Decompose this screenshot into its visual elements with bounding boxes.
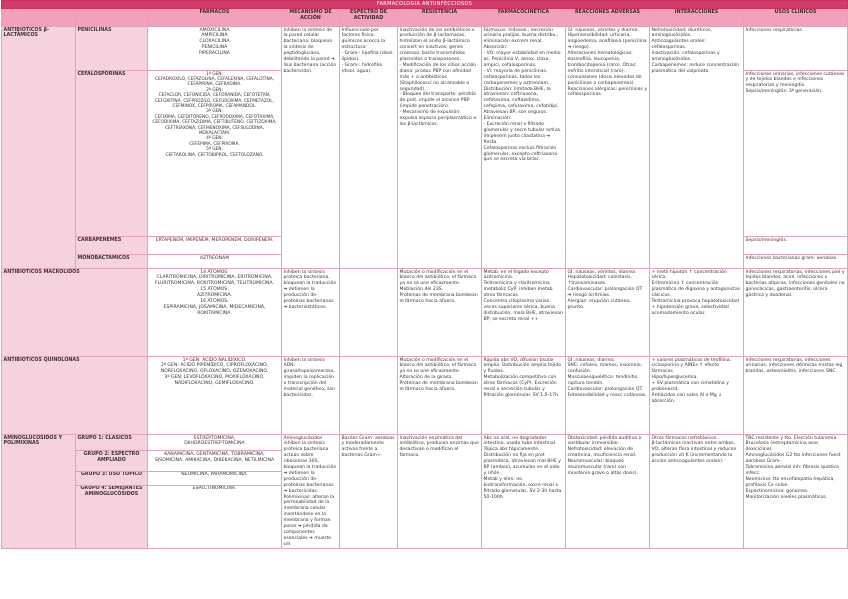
cell-usos: Sepsis/meningitis. bbox=[744, 237, 848, 255]
cell-mecanismo: Aminoglucósidos inhiben la síntesis proteica bacteriana actúan sobre ribosomas 30S, bloquean la traducción ➔ detienen la producción de proteínas bacterianas ➔ bactericidas. Polimixinas: alteran la permeabilidad de la membrana celular insertándose en la membrana y forman poros ➔ pérdida de componentes esenciales ➔ muerte cel. bbox=[282, 435, 340, 549]
header-blank bbox=[76, 9, 148, 27]
header-row bbox=[2, 9, 848, 27]
cell-espectro: Bacilos Gram- aerobios y moderadamente activos frente a bacterias Gram+. bbox=[340, 435, 398, 549]
cell-adversas: GI: náuseas, diarrea. SNC: cefalea, mareos, insomnio, confusión. Musculoesquelético: tendinitis, ruptura tendón. Cardiovascular: prolongación QT. Fotosensibilidad y reacc cutáneas. bbox=[566, 357, 650, 435]
group-betalactam: ANTIBIÓTICOS β-LACTÁMICOS bbox=[2, 27, 76, 269]
cell-farmacocinetica: Fármacos: hidrosol., excreción urinaria prolijas, buena distribu., eliminación excrem renal. Absorción: - VO: mayor estabilidad en medio ac. Penicilina V, amox, cloxa, ampici, cefalosporinas. - Vi: mayoría de penicilinas, cefalosporinas, todos los carbapenemes y aztreonam. Distribución: limitada BHE, la atraviesan: ceftriaxona, cefotaxima, ceftazidima, cefepima, cefuroxima, cefotidipi. Atraviesan BP, son seguros. Eliminación: - Excreción renal x filtrado glomerular y secre tubular activa. Imipenem junto cilastatina ➔ fiesta. Cefalosporinas excluis filtración glomerular, excepto ceftriaxona que se excreta vía biliar. bbox=[482, 27, 566, 269]
header-blank bbox=[2, 9, 76, 27]
cell-farmacos: NEOMICINA, PARAMOMICINA. bbox=[148, 471, 282, 485]
pharmacology-table bbox=[1, 0, 848, 549]
table-row bbox=[2, 435, 848, 451]
group-aminoglucosidos: AMINOGLUCÓSIDOS Y POLIMIXINAS bbox=[2, 435, 76, 549]
header-farmacocinetica: FARMACOCINÉTICA bbox=[482, 9, 566, 27]
cell-usos: Infecciones urinarias, infecciones cutáneas y de tejidos blandos e infecciones respiratorias y meningitis. Sepsis/meningitis: 3ª generación. bbox=[744, 71, 848, 237]
subgroup-grupo1: GRUPO 1: CLÁSICOS bbox=[76, 435, 148, 451]
cell-usos: Infecciones respiratorias, infecciones urinarias, infecciones dérmicas mixtas leg blandas, osteomielitis, infecciones SNC. bbox=[744, 357, 848, 435]
header-resistencia: RESISTENCIA bbox=[398, 9, 482, 27]
subgroup-penicilinas: PENICILINAS bbox=[76, 27, 148, 71]
header-farmacos: FÁRMACOS bbox=[148, 9, 282, 27]
cell-resistencia: Inactivación de los antibióticos x producción de β-lactamasas: hidrolizan el anillo β-lactámico convert en inactivos; genes cromosó. bacte transmitidos plasmídos o transposones. - Modificación de los sitios acción diana: produc PBP con afinidad más + a antibióticos (Staphilococci no alcanzable o seguridad). - Bloqueo del transporte: pérdida de prot. impide el alcance PBP (impide penetración). - Mecanismo de expulsión: expulsa espacio periplasmático a los β-lactámicos. bbox=[398, 27, 482, 269]
subgroup-cefalosporinas: CEFALOSPORINAS bbox=[76, 71, 148, 237]
table-row bbox=[2, 269, 848, 357]
header-usos: USOS CLÍNICOS bbox=[744, 9, 848, 27]
cell-usos: Infecciones bacterianas gram- aerobias. bbox=[744, 255, 848, 269]
table-row bbox=[2, 357, 848, 435]
subgroup-grupo2: GRUPO 2: ESPECTRO AMPLIADO bbox=[76, 451, 148, 471]
cell-farmacos: ESTREPTOMICINA, DIHIDROESTREPTOMICINA bbox=[148, 435, 282, 451]
cell-mecanismo: Inhiben la síntesis de la pared celular bacteriana: bloquean la síntesis de peptidoglucano, debilitando la pared ➔ lisis bacteriana (acción bactericida). bbox=[282, 27, 340, 269]
cell-resistencia: Mutación o modificación en el blanco del antibiótico, el fármaco ya no se une eficazmente. Alteración de la girasa. Proteínas de membrana bombean el fármaco hacia afuera. bbox=[398, 357, 482, 435]
cell-usos: Infecciones respiratorias. bbox=[744, 27, 848, 71]
cell-adversas: Ototoxicidad: pérdida auditiva o vestibular irreversible. Nefrotoxicidad: elevación de creatinina, insuficiencia renal. Neuromuscular: bloqueo neuromuscular (raro) con miastenia grave o altas dosis). bbox=[566, 435, 650, 549]
cell-farmacos: KANAMICINA, GENTAMICINA, TOBRAMICINA, SISOMICINA, AMIKACINA, DIBEKACINA, NETILMICINA bbox=[148, 451, 282, 471]
cell-resistencia: Inactivación enzimática del antibiótico, producen enzimas que desactivan o modifican el fármaco. bbox=[398, 435, 482, 549]
cell-farmacos: ERTAPENEM, IMIPENEM, MEROPENEM, DORIPENEM. bbox=[148, 237, 282, 255]
cell-resistencia: Mutación o modificación en el blanco del antibiótico, el fármaco ya no se une eficazmente. Metilación del 23S. Proteínas de membrana bombean el fármaco hacia afuera. bbox=[398, 269, 482, 357]
cell-usos: Infecciones respiratorias, infecciones piel y tejidos blandos, acné, infecciones x bacterias atípicas, infecciones genitales no gonocócicas, gastroenteritis, úlcera gástrica y duodenal. bbox=[744, 269, 848, 357]
header-reacciones: REACCIONES ADVERSAS bbox=[566, 9, 650, 27]
cell-mecanismo: Inhiben la síntesis ADN: girasa/topoisomerasa, impiden la replicación o transcripción del material genético, son bactericidas. bbox=[282, 357, 340, 435]
caption-row bbox=[2, 1, 848, 9]
cell-farmacos: AMOXICILINA AMPICILINA CLOXACILINA PENICILINA PIPERACILINA bbox=[148, 27, 282, 71]
cell-farmacos: 1ª GEN: CEFADROXILO, CEFAZOLINA, CEFALEXINA, CEFALOTINA, CEFAPIRINA, CEFRADINA. 2ª GEN: CEFACLOR, CEFONICIDA, CEFORANIDA, CEFOTETAN, CEFOXITINA, CEFPROZILO, CEFUROXIMA, CEFMETAZOL, CEFMINOX, CEFPIROMA, CEFAMANDOL. 3ª GEN: CEFIXIMA, CEFDITORENO, CEFPODOXIMA, CEFOTAXIMA, CEFODIXIMA, CEFTAZIDIMA, CEFTIBUTENO, CEFTIZOXIMA, CEFTRIAXONA, CEFMENOXIMA, CEFSULODINA, MOXALACTAM. 4ª GEN: CEFEPIMA, CEFPIROMA. 5ª GEN: CEFTAROLINA, CEFTOBIPROL, CEFTOLOZANO. bbox=[148, 71, 282, 237]
cell-farmacocinetica: Abs no oral, no degradados intestino, usado tubo intestinal. Tópica abs tópicamente. Distribución no fija en prot plasmática, atraviesan mal BHE y BP (ambos), acumulan en el oído y riñón. Metab y elim: no biotransformación, excre renal x filtrado glomerular, SV 2-3h hasta 50-100h. bbox=[482, 435, 566, 549]
cell-adversas: GI: náuseas, vómitos, diarrea. Hepatotoxicidad: colestasis, ↑transaminasas. Cardiovascular: prolongación QT ➔ riesgo arritmias. Alergias: erupción cutánea, prurito. bbox=[566, 269, 650, 357]
cell-interacciones: + metil hipotón ↑ concentración sérica. Eritromicina ↑ concentración plasmática de digoxina y antagonistas cálcicos. Telitromicina provoca hepatotoxicidad + hipotensión grave, selectividad acomodamiento ocular. bbox=[650, 269, 744, 357]
header-espectro: ESPECTRO DE ACTIVIDAD bbox=[340, 9, 398, 27]
cell-farmacos: 1ª GEN: ÁCIDO NALIDÍXICO. 2ª GEN: ÁCIDO PIPEMÍDICO, CIPROFLOXACINO, NORFLOXACINO, OFLOXACINO, OZENOXACINO. 3ª GEN: LEVOFLOXACINO, MOXIFLOXACINO, NADIFLOXACINO, GEMIFLOXACINO. bbox=[148, 357, 282, 435]
cell-adversas: GI: náuseas, vómitos y diarrea. Hipersensibilidad: urticaria, angioedema, anafilaxia (penicilina ➔ riesgo). Alteraciones hematológicas: eosinofilia, leucopenia, trombocitopenia (raro). Otras: nefritis intersticial (raro), convulsiones (dosis elevadas de penicilinas o carbapenemes). Reacciones alérgicas: penicilinas y cefalosporinas. bbox=[566, 27, 650, 269]
cell-farmacos: 14 ÁTOMOS: CLARITROMICINA, DIRITROMICINA, ERITROMICINA, FLURITROMICINA, ROXITROMICINA, TELITROMICINA. 15 ÁTOMOS: AZITROMICINA. 16 ÁTOMOS: ESPIRAMICINA, JOSAMICINA, MIDECAMICINA, ROKITAMICINA. bbox=[148, 269, 282, 357]
cell-espectro: Influenciado por factores fisico-químicos acecca la estructura: - Gram-: lipofilia (disol. lípidos). - Gram-: hidrofilia (disol. agua). bbox=[340, 27, 398, 269]
cell-farmacos: ESPECTINOMICINA. bbox=[148, 485, 282, 548]
sheet-title: FARMACOLOGÍA ANTIINFECCIOSOS bbox=[2, 1, 848, 9]
header-interacciones: INTERACCIONES bbox=[650, 9, 744, 27]
cell-mecanismo: Inhiben la síntesis proteica bacteriana, bloquean la traducción ➔ detienen la producción de proteínas bacterianas ➔ bacteriostáticos. bbox=[282, 269, 340, 357]
cell-espectro bbox=[340, 269, 398, 357]
subgroup-monobactamicos: MONOBACTÁMICOS bbox=[76, 255, 148, 269]
cell-interacciones: Nefrotoxicidad: diuréticos, aminoglucósidos. Anticoagulantes orales: cefalosporinas. Inactivación: cefalosporinas y aminoglucósidos. Carbapenemes: reduce concentración plasmática del valproato. bbox=[650, 27, 744, 269]
subgroup-grupo4: GRUPO 4: SEMEJANTES AMINOGLUCÓSIDOS bbox=[76, 485, 148, 548]
subgroup-grupo3: GRUPO 3: USO TÓPICO bbox=[76, 471, 148, 485]
group-macrolidos: ANTIBIÓTICOS MACRÓLIDOS bbox=[2, 269, 148, 357]
cell-interacciones: Otros fármacos nefrotóxicos. β-lactámicos inactivan entre ambos. VO: alteran flora intestinal y reducen producción vit K (incrementando la acción anticoagulantes orales). bbox=[650, 435, 744, 549]
cell-farmacocinetica: Metab. en el hígado excepto azitromicina. Telitromicina y claritromicina metaboliz CyP, inhiben metab otros fármacos. Concentra citoplasma varias veces superiores sérica, buena distribución, mala BHE, atraviesan BP, se excreta renal ++. bbox=[482, 269, 566, 357]
header-mecanismo: MECANISMO DE ACCIÓN bbox=[282, 9, 340, 27]
subgroup-carbapenemes: CARBAPENEMES bbox=[76, 237, 148, 255]
group-quinolonas: ANTIBIÓTICOS QUINOLONAS bbox=[2, 357, 148, 435]
cell-usos: TBC resistente y tto. Elección tularemia. Brucelosis (estreptomicina asoc doxiciclina). Aminoglucósidos G2 tto infecciones fuest aerobias Gram-. Tobramicina aerosol inh: fibrosis quística infecc. Neomicina: tto encefalopatía hepática, profilaxis Cx colon. Espectinomicina: gonorrea. Monitorización niveles plasmáticos. bbox=[744, 435, 848, 549]
cell-farmacos: AZTREONAM bbox=[148, 255, 282, 269]
table-row bbox=[2, 27, 848, 71]
cell-farmacocinetica: Rápida abs VO, difusión tisular amplia. Distribución amplia tejido y fluidos. Metabolización competitiva con otros fármacos (CyP). Excreción renal x secreción tubular y filtración glomerular. SV 1.5-17h. bbox=[482, 357, 566, 435]
cell-interacciones: + valores plasmáticos de teofilina, ciclosporina y AINEs ↑ efecto fármacos. Hipo/hiperglucemia. + SV plasmática con cimetidina y probenecid. Antiácidos con sales Al o Mg ↓ absorción. bbox=[650, 357, 744, 435]
cell-espectro bbox=[340, 357, 398, 435]
